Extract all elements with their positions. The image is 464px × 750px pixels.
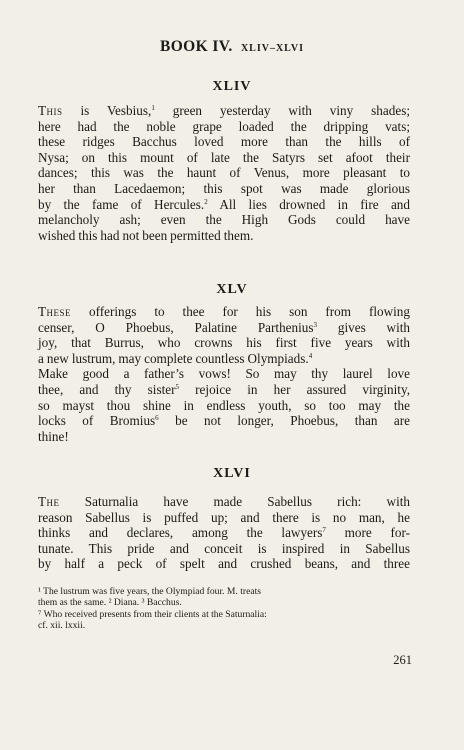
section-body-xliv bbox=[38, 103, 410, 243]
text-line: censer, O Phoebus, Palatine Parthenius$^3$ gives with bbox=[38, 319, 410, 335]
text-line: tunate. This pride and conceit is inspired in Sabellus bbox=[38, 540, 410, 556]
section-title-xlv: XLV bbox=[216, 282, 248, 297]
text-line: The Saturnalia have made Sabellus rich: with bbox=[38, 494, 410, 509]
text-line: Nysa; on this mount of late the Satyrs set afoot their bbox=[38, 149, 410, 165]
section-body-xlv bbox=[38, 304, 410, 444]
footnote-line: them as the same. ² Diana. ³ Bacchus. bbox=[38, 597, 182, 609]
section-title-xliv: XLIV bbox=[212, 79, 252, 94]
text-line: her than Lacedaemon; this spot was made glorious bbox=[38, 180, 410, 196]
text-line: reason Sabellus is puffed up; and there is no man, he bbox=[38, 509, 410, 525]
footnote-line: ⁷ Who received presents from their clients at the Saturnalia: bbox=[38, 608, 267, 620]
text-line: thine! bbox=[38, 428, 69, 444]
footnotes bbox=[38, 586, 410, 632]
footnote-line: cf. xii. lxxii. bbox=[38, 620, 86, 632]
footnote-line: ¹ The lustrum was five years, the Olympiad four. M. treats bbox=[38, 586, 262, 597]
page-number: 261 bbox=[393, 653, 412, 667]
text-line: a new lustrum, may complete countless Olympiads.$^4$ bbox=[38, 350, 313, 366]
section-body-xlvi bbox=[38, 494, 410, 572]
text-line: here had the noble grape loaded the dripping vats; bbox=[38, 118, 410, 134]
text-line: thinks and declares, among the lawyers$^7$ more for- bbox=[38, 525, 410, 541]
text-line: wished this had not been permitted them. bbox=[38, 227, 254, 243]
text-line: by half a peck of spelt and crushed beans, and three bbox=[38, 556, 410, 572]
text-line: locks of Bromius$^6$ be not longer, Phoebus, than are bbox=[38, 413, 410, 429]
text-line: This is Vesbius,$^1$ green yesterday with viny shades; bbox=[38, 103, 410, 118]
text-line: melancholy ash; even the High Gods could have bbox=[38, 212, 410, 228]
running-head-range: XLIV–XLVI bbox=[240, 43, 305, 54]
running-head bbox=[0, 38, 464, 56]
text-line: so mayst thou shine in endless youth, so too may the bbox=[38, 397, 410, 413]
running-head-book: BOOK IV. bbox=[159, 38, 233, 55]
text-line: Make good a father’s vows! So may thy laurel love bbox=[38, 366, 410, 382]
text-line: these ridges Bacchus loved more than the hills of bbox=[38, 134, 410, 150]
text-line: by the fame of Hercules.$^2$ All lies drowned in fire and bbox=[38, 196, 410, 212]
text-line: dances; this was the haunt of Venus, more pleasant to bbox=[38, 165, 410, 181]
text-line: joy, that Burrus, who crowns his first five years with bbox=[38, 335, 410, 351]
section-title-xlvi: XLVI bbox=[213, 466, 251, 481]
text-line: These offerings to thee for his son from flowing bbox=[38, 304, 410, 319]
text-line: thee, and thy sister$^5$ rejoice in her assured virginity, bbox=[38, 381, 410, 397]
